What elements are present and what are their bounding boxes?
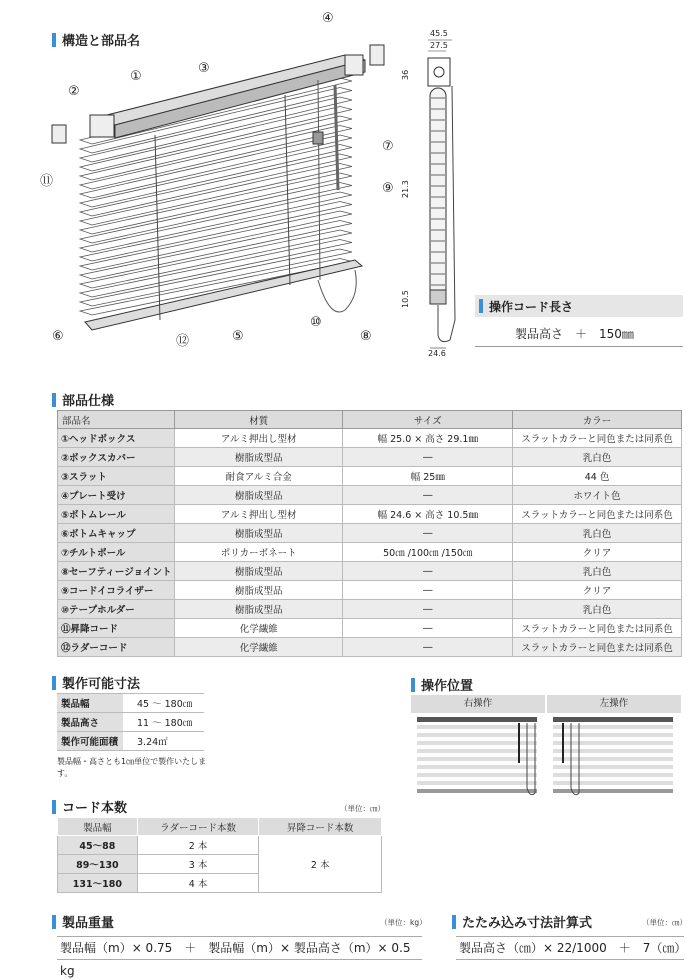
spec-color: スラットカラーと同色または同系色	[513, 619, 682, 638]
spec-size: ―	[343, 524, 513, 543]
cord-length-formula: 製品高さ ＋ 150㎜	[475, 317, 683, 347]
blind-left-operation	[553, 717, 673, 795]
section-title-text: 部品仕様	[62, 394, 115, 409]
operation-header	[411, 695, 681, 713]
cord-unit: （単位：㎝）	[340, 804, 385, 813]
section-title-text: 構造と部品名	[62, 34, 141, 49]
side-view	[428, 58, 455, 342]
size-value: 3.24㎡	[123, 732, 204, 751]
operation-diagram	[411, 713, 681, 803]
fold-formula: 製品高さ（㎝）× 22/1000 ＋ 7（㎝）	[456, 936, 684, 960]
cord-header-lift: 昇降コード本数	[259, 818, 382, 836]
spec-material: 樹脂成型品	[174, 486, 342, 505]
spec-size: 幅 25.0 × 高さ 29.1㎜	[343, 429, 513, 448]
callout-9: ⑨	[382, 181, 394, 196]
section-title-cord-count	[52, 797, 127, 816]
weight-unit: （単位：kg）	[380, 918, 427, 927]
spec-part-name: ⑧セーフティージョイント	[58, 562, 175, 581]
spec-size: ―	[343, 562, 513, 581]
callout-8: ⑧	[360, 329, 372, 344]
spec-color: クリア	[513, 581, 682, 600]
op-slat	[417, 765, 537, 769]
spec-part-name: ⑪昇降コード	[58, 619, 175, 638]
title-accent-bar	[411, 678, 415, 692]
cord-length-panel	[475, 295, 683, 347]
plate-bracket	[370, 45, 384, 65]
op-slat	[417, 789, 537, 793]
cord-length-title: 操作コード長さ	[489, 299, 574, 314]
cord-range: 89～130	[58, 855, 138, 874]
size-value: 45 ～ 180㎝	[123, 694, 204, 713]
op-head-box	[553, 717, 673, 722]
spec-material: 耐食アルミ合金	[174, 467, 342, 486]
spec-size: ―	[343, 638, 513, 657]
table-row	[58, 600, 682, 619]
spec-part-name: ②ボックスカバー	[58, 448, 175, 467]
table-row	[58, 638, 682, 657]
spec-header-color: カラー	[513, 411, 682, 429]
spec-part-name: ⑩テープホルダー	[58, 600, 175, 619]
spec-material: アルミ押出し型材	[174, 429, 342, 448]
cord-count-table	[57, 817, 382, 893]
callout-2: ②	[68, 84, 80, 99]
table-row	[57, 732, 204, 751]
table-row	[58, 619, 682, 638]
cord-range: 131～180	[58, 874, 138, 893]
op-slat	[417, 773, 537, 777]
spec-color: スラットカラーと同色または同系色	[513, 505, 682, 524]
table-row	[58, 581, 682, 600]
spec-material: 樹脂成型品	[174, 562, 342, 581]
spec-size: ―	[343, 486, 513, 505]
spec-size: 幅 24.6 × 高さ 10.5㎜	[343, 505, 513, 524]
spec-part-name: ⑫ラダーコード	[58, 638, 175, 657]
cord-ladder-count: 3 本	[137, 855, 259, 874]
title-accent-bar	[479, 299, 483, 313]
dim-h2: 21.3	[401, 180, 410, 198]
section-title-text: たたみ込み寸法計算式	[462, 916, 593, 931]
table-row	[58, 467, 682, 486]
spec-color: クリア	[513, 543, 682, 562]
cord-length-header	[475, 295, 683, 317]
table-row	[58, 562, 682, 581]
callout-1: ①	[130, 69, 142, 84]
dim-w3: 24.6	[428, 349, 446, 358]
title-accent-bar	[52, 393, 56, 407]
dim-h1: 36	[401, 69, 410, 80]
cord-lift-count: 2 本	[259, 836, 382, 893]
callout-3: ③	[198, 61, 210, 76]
dim-w2: 27.5	[430, 41, 448, 50]
spec-size: ―	[343, 448, 513, 467]
spec-size: 50㎝ /100㎝ /150㎝	[343, 543, 513, 562]
operation-left-label: 左操作	[599, 698, 629, 709]
title-accent-bar	[52, 915, 56, 929]
weight-formula: 製品幅（m）× 0.75 ＋ 製品幅（m）× 製品高さ（m）× 0.5 kg	[57, 936, 422, 960]
table-row	[57, 713, 204, 732]
cord-header-width: 製品幅	[58, 818, 138, 836]
operation-position-panel	[411, 695, 681, 806]
section-title-operation	[411, 675, 473, 694]
spec-material: 樹脂成型品	[174, 600, 342, 619]
spec-part-name: ①ヘッドボックス	[58, 429, 175, 448]
spec-header-material: 材質	[174, 411, 342, 429]
size-value: 11 ～ 180㎝	[123, 713, 204, 732]
title-accent-bar	[52, 676, 56, 690]
spec-header-size: サイズ	[343, 411, 513, 429]
spec-size: ―	[343, 600, 513, 619]
spec-size: 幅 25㎜	[343, 467, 513, 486]
cord-header-ladder: ラダーコード本数	[137, 818, 259, 836]
cord-ladder-count: 2 本	[137, 836, 259, 855]
callout-6: ⑥	[52, 329, 64, 344]
spec-color: 乳白色	[513, 562, 682, 581]
callout-12: ⑫	[176, 334, 190, 349]
spec-size: ―	[343, 581, 513, 600]
size-table	[57, 693, 204, 751]
fold-unit: （単位：㎝）	[642, 918, 687, 927]
spec-color: 44 色	[513, 467, 682, 486]
spec-color: ホワイト色	[513, 486, 682, 505]
section-title-size	[52, 673, 140, 692]
section-title-weight	[52, 912, 114, 931]
dim-w1: 45.5	[430, 29, 448, 38]
section-title-text: 製品重量	[62, 916, 115, 931]
spec-material: アルミ押出し型材	[174, 505, 342, 524]
cord-range: 45～88	[58, 836, 138, 855]
size-key: 製作可能面積	[57, 732, 123, 751]
spec-size: ―	[343, 619, 513, 638]
spec-color: スラットカラーと同色または同系色	[513, 429, 682, 448]
spec-material: 化学繊維	[174, 619, 342, 638]
spec-color: 乳白色	[513, 524, 682, 543]
size-key: 製品高さ	[57, 713, 123, 732]
spec-material: 樹脂成型品	[174, 448, 342, 467]
size-note: 製品幅・高さとも1㎝単位で製作いたします。	[57, 757, 207, 778]
table-row	[57, 694, 204, 713]
table-row	[58, 448, 682, 467]
callout-4: ④	[322, 11, 334, 26]
spec-header-name: 部品名	[58, 411, 175, 429]
table-row	[58, 836, 382, 855]
title-accent-bar	[452, 915, 456, 929]
section-title-text: 製作可能寸法	[62, 677, 141, 692]
blind-right-operation	[417, 717, 537, 795]
op-slat	[417, 781, 537, 785]
spec-part-name: ⑨コードイコライザー	[58, 581, 175, 600]
spec-color: スラットカラーと同色または同系色	[513, 638, 682, 657]
dim-h3: 10.5	[401, 290, 410, 308]
plate-bracket	[52, 125, 66, 143]
callout-7: ⑦	[382, 139, 394, 154]
spec-material: 樹脂成型品	[174, 581, 342, 600]
cord-ladder-count: 4 本	[137, 874, 259, 893]
spec-material: 化学繊維	[174, 638, 342, 657]
spec-material: 樹脂成型品	[174, 524, 342, 543]
table-row	[58, 486, 682, 505]
section-title-text: 操作位置	[421, 679, 474, 694]
lift-cord-loop	[318, 270, 356, 312]
spec-material: ポリカーボネート	[174, 543, 342, 562]
callout-10: ⑩	[310, 315, 322, 330]
operation-right-label: 右操作	[411, 695, 547, 713]
section-title-spec	[52, 390, 114, 409]
spec-part-name: ③スラット	[58, 467, 175, 486]
op-head-box	[417, 717, 537, 722]
spec-color: 乳白色	[513, 600, 682, 619]
spec-color: 乳白色	[513, 448, 682, 467]
table-row	[58, 505, 682, 524]
callout-11: ⑪	[40, 174, 54, 189]
table-row	[58, 543, 682, 562]
size-key: 製品幅	[57, 694, 123, 713]
cord-equalizer	[313, 132, 323, 144]
section-title-text: コード本数	[62, 801, 128, 816]
spec-table	[57, 410, 682, 657]
callout-5: ⑤	[232, 329, 244, 344]
spec-part-name: ⑥ボトムキャップ	[58, 524, 175, 543]
title-accent-bar	[52, 800, 56, 814]
section-title-fold	[452, 912, 592, 931]
spec-part-name: ⑦チルトポール	[58, 543, 175, 562]
table-row	[58, 429, 682, 448]
spec-part-name: ⑤ボトムレール	[58, 505, 175, 524]
table-row	[58, 524, 682, 543]
spec-part-name: ④プレート受け	[58, 486, 175, 505]
